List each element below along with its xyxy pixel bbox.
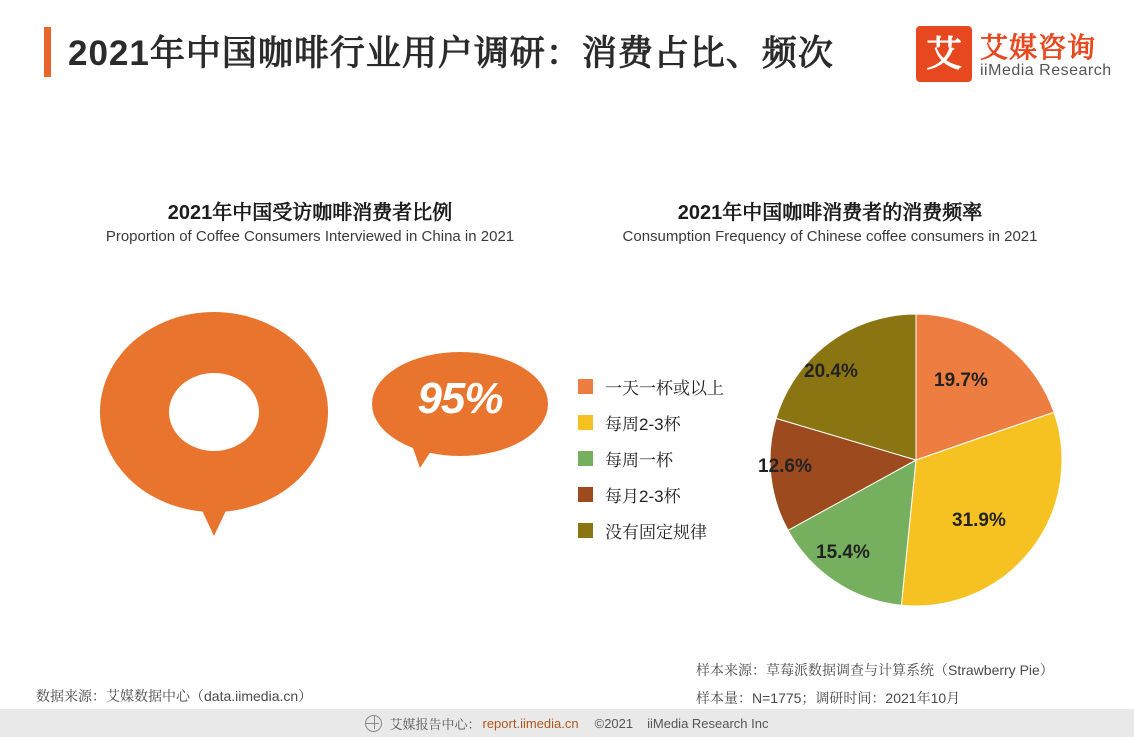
title-accent-bar <box>44 27 51 77</box>
footer-bar <box>0 709 1134 737</box>
pie-slice-label: 19.7% <box>934 370 988 391</box>
coffee-consumer-pin-chart <box>100 312 328 540</box>
footer-company: iiMedia Research Inc <box>647 715 769 731</box>
logo-english-name: iiMedia Research <box>980 62 1112 79</box>
legend-swatch-icon <box>578 487 593 502</box>
legend-item-label: 每周一杯 <box>605 450 673 470</box>
logo-mark-icon: 艾 <box>916 26 972 82</box>
sample-size-note: 样本量：N=1775；调研时间：2021年10月 <box>696 690 961 706</box>
consumption-frequency-pie-chart <box>758 310 1066 610</box>
legend-item[interactable] <box>578 512 758 548</box>
legend-item[interactable] <box>578 476 758 512</box>
legend-item-label: 每月2-3杯 <box>605 486 681 506</box>
page-title: 2021年中国咖啡行业用户调研：消费占比、频次 <box>68 34 834 73</box>
legend-item[interactable] <box>578 404 758 440</box>
pin-hole-shape <box>169 373 259 451</box>
legend-item-label: 没有固定规律 <box>605 522 707 542</box>
legend-swatch-icon <box>578 451 593 466</box>
pie-slice-label: 20.4% <box>804 361 858 382</box>
logo-chinese-name: 艾媒咨询 <box>980 32 1097 63</box>
right-chart-title: 2021年中国咖啡消费者的消费频率 <box>677 202 983 224</box>
footer-report-link[interactable]: report.iimedia.cn <box>482 715 579 731</box>
legend-item[interactable] <box>578 368 758 404</box>
legend-item[interactable] <box>578 440 758 476</box>
highlight-value: 95% <box>417 374 503 423</box>
legend-swatch-icon <box>578 415 593 430</box>
footer-copyright: ©2021 <box>594 715 634 731</box>
footer-brand: 艾媒报告中心： <box>389 716 481 732</box>
left-chart-subtitle: Proportion of Coffee Consumers Interviewed in China in 2021 <box>105 228 515 245</box>
header <box>0 0 1134 110</box>
pie-slice-label: 15.4% <box>816 542 870 563</box>
logo <box>916 24 1112 86</box>
right-chart-subtitle: Consumption Frequency of Chinese coffee consumers in 2021 <box>622 228 1038 245</box>
pie-legend <box>578 368 758 548</box>
highlight-callout-bubble <box>372 352 548 472</box>
sample-source-note: 样本来源：草莓派数据调查与计算系统（Strawberry Pie） <box>696 662 1054 678</box>
legend-swatch-icon <box>578 379 593 394</box>
left-source-note: 数据来源：艾媒数据中心（data.iimedia.cn） <box>36 688 313 704</box>
left-chart-title: 2021年中国受访咖啡消费者比例 <box>167 202 453 224</box>
globe-icon <box>365 715 382 732</box>
legend-item-label: 一天一杯或以上 <box>605 378 724 398</box>
pie-slice-label: 31.9% <box>952 510 1006 531</box>
legend-item-label: 每周2-3杯 <box>605 414 681 434</box>
pie-slice-label: 12.6% <box>758 456 812 477</box>
legend-swatch-icon <box>578 523 593 538</box>
